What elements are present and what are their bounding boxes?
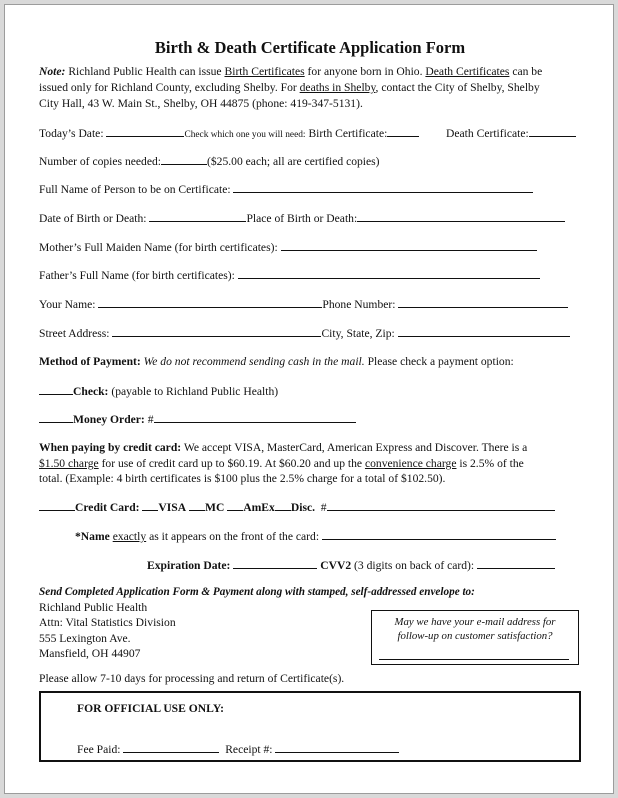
expiration-row: Expiration Date: CVV2 (3 digits on back of card): xyxy=(147,557,555,573)
payment-method-row: Method of Payment: We do not recommend sending cash in the mail. Please check a payment option: xyxy=(39,355,514,368)
name-on-card-field[interactable] xyxy=(322,528,556,540)
address-row: Street Address: City, State, Zip: xyxy=(39,325,570,341)
address-line-4: Mansfield, OH 44907 xyxy=(39,647,141,660)
dob-row: Date of Birth or Death: Place of Birth or Death: xyxy=(39,210,565,226)
send-heading: Send Completed Application Form & Payment along with stamped, self-addressed envelope to: xyxy=(39,586,475,598)
check-row: Check: (payable to Richland Public Health) xyxy=(39,383,278,399)
expiration-field[interactable] xyxy=(233,557,317,569)
copies-row: Number of copies needed: ($25.00 each; all are certified copies) xyxy=(39,155,380,168)
email-prompt-line-1: May we have your e-mail address for xyxy=(394,616,556,628)
dob-field[interactable] xyxy=(149,210,246,222)
birth-certificate-check[interactable] xyxy=(387,125,419,137)
amex-check[interactable] xyxy=(227,499,243,511)
check-option[interactable] xyxy=(39,383,73,395)
fee-receipt-row: Fee Paid: Receipt #: xyxy=(77,741,399,757)
form-page xyxy=(4,4,614,794)
page-title: Birth & Death Certificate Application Form xyxy=(154,38,466,57)
street-field[interactable] xyxy=(112,325,321,337)
discover-check[interactable] xyxy=(275,499,291,511)
place-field[interactable] xyxy=(357,210,565,222)
father-row: Father’s Full Name (for birth certificates): xyxy=(39,267,540,283)
fee-paid-field[interactable] xyxy=(123,741,219,753)
email-field[interactable] xyxy=(379,659,569,660)
death-certificate-check[interactable] xyxy=(529,125,576,137)
credit-info-line-1: When paying by credit card: We accept VISA, MasterCard, American Express and Discover. There is a xyxy=(39,441,528,454)
address-line-2: Attn: Vital Statistics Division xyxy=(39,616,176,629)
name-on-card-row: *Name exactly as it appears on the front of the card: xyxy=(75,528,556,544)
mother-row: Mother’s Full Maiden Name (for birth certificates): xyxy=(39,239,537,255)
credit-info-line-3: total. (Example: 4 birth certificates is $100 plus the 2.5% charge for a total of $102.50). xyxy=(39,472,446,485)
todays-date-field[interactable] xyxy=(106,125,184,137)
email-box xyxy=(371,610,579,665)
address-line-1: Richland Public Health xyxy=(39,601,148,614)
card-number-field[interactable] xyxy=(327,499,555,511)
mc-check[interactable] xyxy=(189,499,205,511)
processing-note: Please allow 7-10 days for processing and return of Certificate(s). xyxy=(39,672,345,685)
money-order-option[interactable] xyxy=(39,411,73,423)
official-use-box xyxy=(39,691,581,762)
credit-info-line-2: $1.50 charge for use of credit card up to $60.19. At $60.20 and up the convenience charge is 2.5% of the xyxy=(39,457,524,470)
mother-name-field[interactable] xyxy=(281,239,537,251)
money-order-number-field[interactable] xyxy=(154,411,356,423)
full-name-field[interactable] xyxy=(233,181,533,193)
your-name-field[interactable] xyxy=(98,296,322,308)
death-cert-row: Death Certificate: xyxy=(446,125,576,141)
note-line-3: City Hall, 43 W. Main St., Shelby, OH 44875 (phone: 419-347-5131). xyxy=(39,97,363,110)
full-name-row: Full Name of Person to be on Certificate: xyxy=(39,181,533,197)
email-prompt-line-2: follow-up on customer satisfaction? xyxy=(397,630,553,642)
city-state-zip-field[interactable] xyxy=(398,325,570,337)
receipt-field[interactable] xyxy=(275,741,399,753)
date-row: Today’s Date: Check which one you will need: Birth Certificate: xyxy=(39,125,419,143)
visa-check[interactable] xyxy=(142,499,158,511)
money-order-row: Money Order: # xyxy=(39,411,356,427)
copies-field[interactable] xyxy=(161,153,207,165)
cvv-field[interactable] xyxy=(477,557,555,569)
address-line-3: 555 Lexington Ave. xyxy=(39,632,131,645)
your-name-row: Your Name: Phone Number: xyxy=(39,296,568,312)
note-line-2: issued only for Richland County, excluding Shelby. For deaths in Shelby, contact the City of Shelby, Shelby xyxy=(39,81,540,94)
credit-card-option[interactable] xyxy=(39,499,75,511)
phone-field[interactable] xyxy=(398,296,568,308)
official-use-heading: FOR OFFICIAL USE ONLY: xyxy=(77,702,224,715)
credit-card-row: Credit Card: VISA MC AmEx Disc. # xyxy=(39,499,555,515)
note-line-1: Note: Richland Public Health can issue Birth Certificates for anyone born in Ohio. Death Certificates can be xyxy=(39,65,543,78)
father-name-field[interactable] xyxy=(238,267,540,279)
